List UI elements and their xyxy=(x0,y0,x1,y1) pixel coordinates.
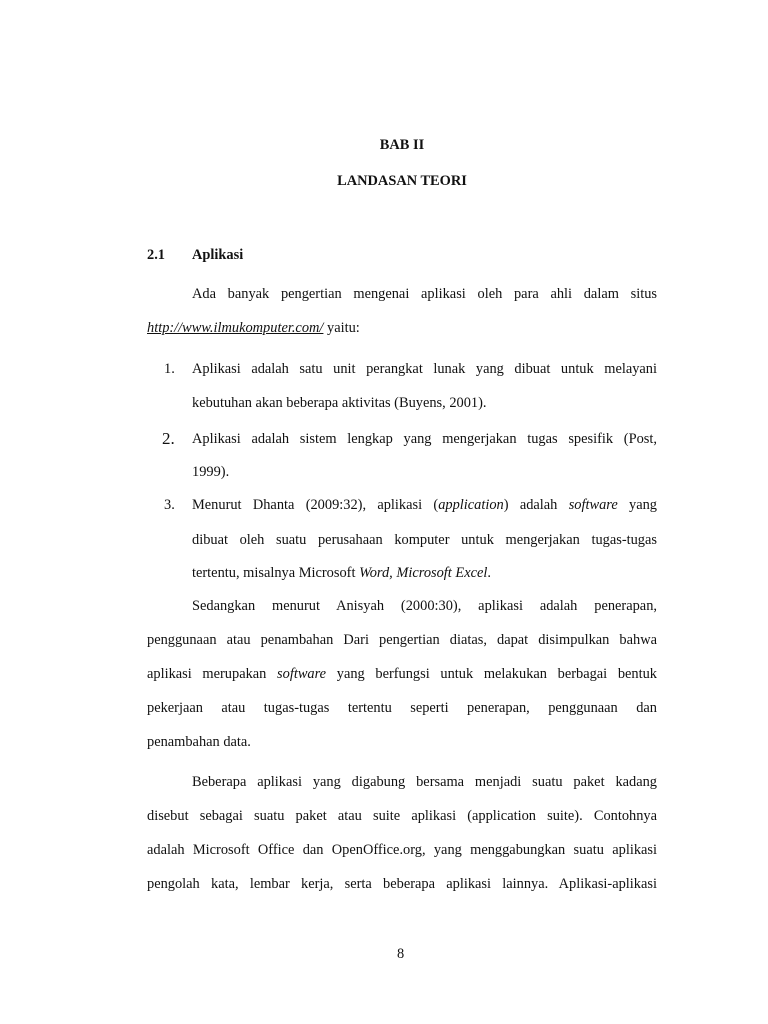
list-item-3-line-2: dibuat oleh suatu perusahaan komputer untuk mengerjakan tugas-tugas xyxy=(192,532,657,548)
list-item-1-line-2: kebutuhan akan beberapa aktivitas (Buyens, 2001). xyxy=(192,395,487,411)
list-item-3-text-c: ) adalah xyxy=(503,497,569,513)
list-item-3-line-1 xyxy=(192,497,657,514)
section-number: 2.1 xyxy=(147,247,165,263)
chapter-label: BAB II xyxy=(379,137,425,153)
chapter-title: LANDASAN TEORI xyxy=(337,173,467,189)
intro-line-1: Ada banyak pengertian mengenai aplikasi oleh para ahli dalam situs xyxy=(192,286,657,302)
list-item-1-line-1: Aplikasi adalah satu unit perangkat lunak yang dibuat untuk melayani xyxy=(192,361,657,377)
list-number-3: 3. xyxy=(164,497,175,513)
list-number-1: 1. xyxy=(164,361,175,377)
para3-line-3: adalah Microsoft Office dan OpenOffice.org, yang menggabungkan suatu aplikasi xyxy=(147,842,657,858)
para3-line-1: Beberapa aplikasi yang digabung bersama menjadi suatu paket kadang xyxy=(192,774,657,790)
list-item-2-line-2: 1999). xyxy=(192,464,230,480)
intro-after-url: yaitu: xyxy=(323,320,360,336)
para2-line-5: penambahan data. xyxy=(147,734,251,750)
section-title: Aplikasi xyxy=(192,247,244,263)
para3-line-2: disebut sebagai suatu paket atau suite aplikasi (application suite). Contohnya xyxy=(147,808,657,824)
list-item-3-line-3 xyxy=(192,565,491,582)
list-item-3-text-a: Menurut Dhanta (2009:32), aplikasi ( xyxy=(192,497,439,513)
para2-line-3-a: aplikasi merupakan xyxy=(147,666,278,682)
para3-line-4: pengolah kata, lembar kerja, serta beberapa aplikasi lainnya. Aplikasi-aplikasi xyxy=(147,876,657,892)
para2-line-4: pekerjaan atau tugas-tugas tertentu seperti penerapan, penggunaan dan xyxy=(147,700,657,716)
list-item-3-line-3-terms: Word, Microsoft Excel xyxy=(359,565,488,581)
list-item-2-line-1: Aplikasi adalah sistem lengkap yang mengerjakan tugas spesifik (Post, xyxy=(192,431,657,447)
para2-line-3 xyxy=(147,666,657,683)
para2-line-1: Sedangkan menurut Anisyah (2000:30), aplikasi adalah penerapan, xyxy=(192,598,657,614)
list-item-3-line-3-a: tertentu, misalnya Microsoft xyxy=(192,565,360,581)
list-item-3-term-application: application xyxy=(438,497,504,513)
list-number-2: 2. xyxy=(162,429,175,448)
list-item-3-text-e: yang xyxy=(617,497,657,513)
list-item-3-term-software: software xyxy=(568,497,618,513)
para2-line-3-c: yang berfungsi untuk melakukan berbagai bentuk xyxy=(326,666,658,682)
para2-term-software: software xyxy=(277,666,327,682)
page-number: 8 xyxy=(397,946,405,962)
intro-line-2 xyxy=(147,320,360,337)
list-item-3-line-3-c: . xyxy=(487,565,491,581)
source-link[interactable]: http://www.ilmukomputer.com/ xyxy=(147,320,324,336)
para2-line-2: penggunaan atau penambahan Dari pengertian diatas, dapat disimpulkan bahwa xyxy=(147,632,657,648)
